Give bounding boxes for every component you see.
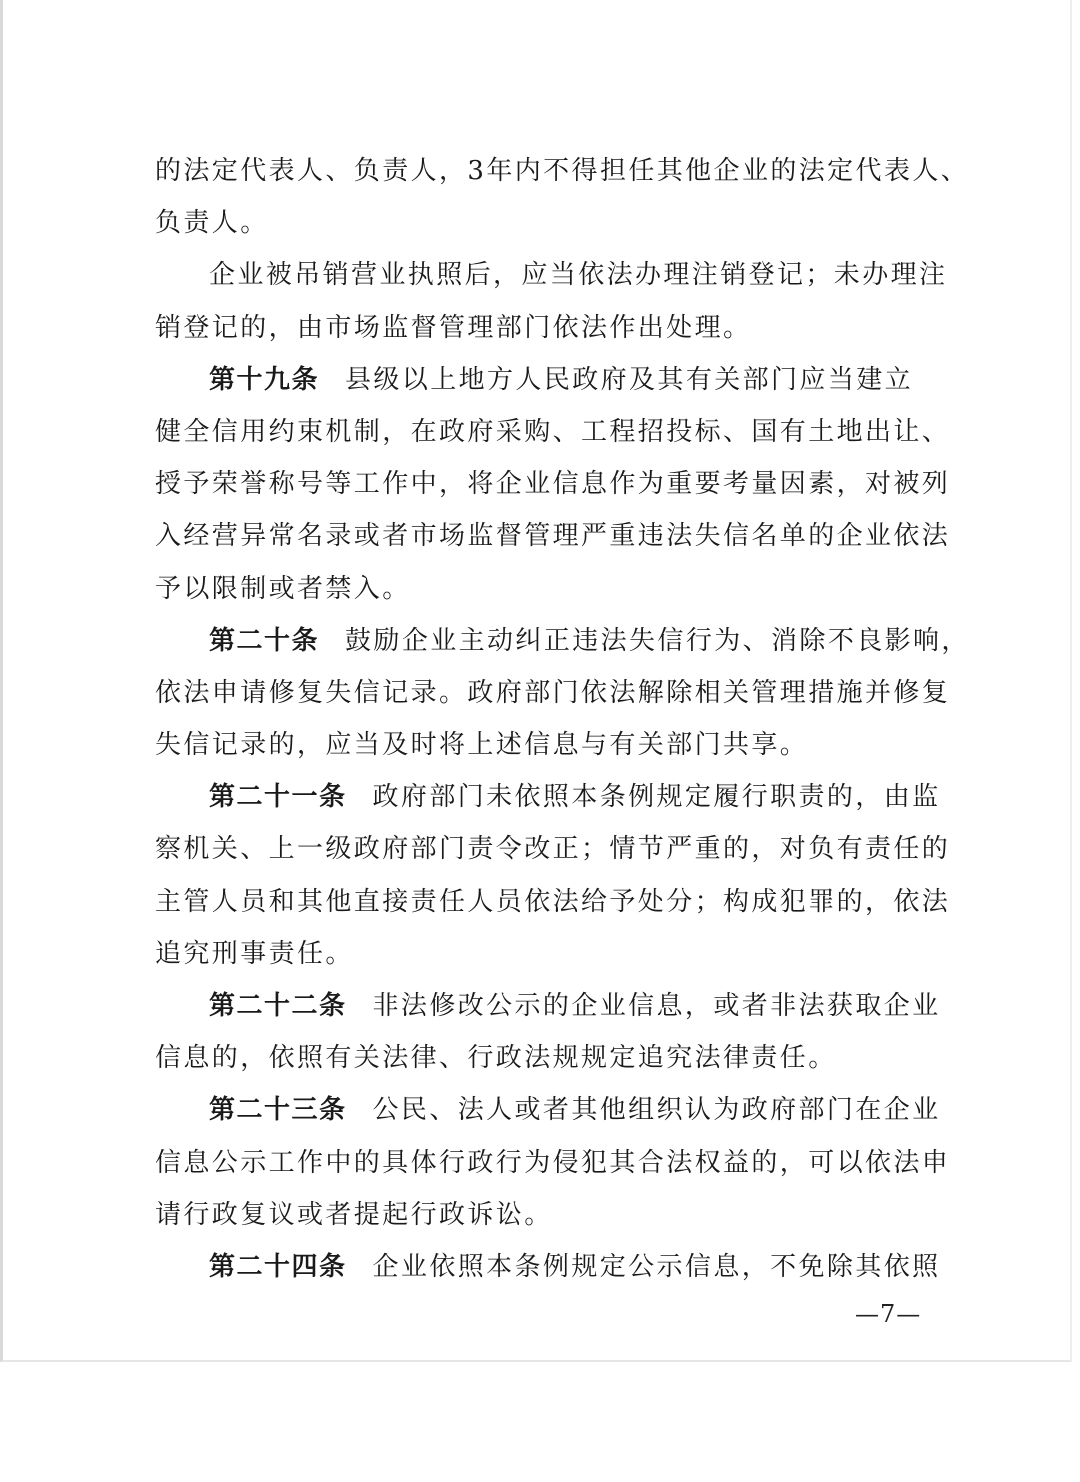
line-text: 负责人。 <box>155 208 269 239</box>
article-line <box>155 354 955 406</box>
article-line <box>155 1084 955 1136</box>
body-text-line <box>155 1032 955 1084</box>
body-text-line <box>155 510 955 562</box>
body-text-line <box>155 458 955 510</box>
page-number: —7— <box>855 1300 922 1328</box>
line-text: 信息的，依照有关法律、行政法规规定追究法律责任。 <box>155 1043 837 1074</box>
line-text: 信息公示工作中的具体行政行为侵犯其合法权益的，可以依法申 <box>155 1147 951 1178</box>
line-text: 失信记录的，应当及时将上述信息与有关部门共享。 <box>155 730 809 761</box>
line-text: 察机关、上一级政府部门责令改正；情节严重的，对负有责任的 <box>155 834 951 865</box>
article-heading: 第十九条 <box>209 364 320 395</box>
line-text: 予以限制或者禁入。 <box>155 573 411 604</box>
line-text: 公民、法人或者其他组织认为政府部门在企业 <box>372 1095 941 1126</box>
line-text: 依法申请修复失信记录。政府部门依法解除相关管理措施并修复 <box>155 677 951 708</box>
article-heading: 第二十四条 <box>209 1251 347 1282</box>
line-text: 政府部门未依照本条例规定履行职责的，由监 <box>372 782 941 813</box>
body-text-line <box>155 406 955 458</box>
article-line <box>155 1241 955 1293</box>
line-text: 非法修改公示的企业信息，或者非法获取企业 <box>372 991 941 1021</box>
article-line <box>155 980 955 1032</box>
article-line <box>155 771 955 823</box>
body-text-line <box>155 928 955 980</box>
body-text-line <box>155 719 955 771</box>
body-text-line <box>155 145 970 197</box>
body-text-line <box>155 302 955 354</box>
line-text: 企业依照本条例规定公示信息，不免除其依照 <box>372 1251 941 1282</box>
body-text-line <box>155 876 955 928</box>
line-text: 的法定代表人、负责人，3年内不得担任其他企业的法定代表人、 <box>155 156 970 186</box>
body-text-line <box>155 1189 955 1241</box>
body-text-line <box>155 197 955 249</box>
article-heading: 第二十二条 <box>209 991 347 1021</box>
body-text-line <box>155 667 955 719</box>
line-text: 企业被吊销营业执照后，应当依法办理注销登记；未办理注 <box>209 260 948 291</box>
line-text: 授予荣誉称号等工作中，将企业信息作为重要考量因素，对被列 <box>155 469 951 500</box>
document-body <box>155 145 970 1293</box>
line-text: 鼓励企业主动纠正违法失信行为、消除不良影响， <box>345 625 970 656</box>
article-heading: 第二十三条 <box>209 1095 347 1126</box>
body-text-line <box>155 563 955 615</box>
line-text: 县级以上地方人民政府及其有关部门应当建立 <box>345 364 914 395</box>
line-text: 入经营异常名录或者市场监督管理严重违法失信名单的企业依法 <box>155 521 951 552</box>
article-heading: 第二十一条 <box>209 782 347 813</box>
line-text: 请行政复议或者提起行政诉讼。 <box>155 1199 553 1230</box>
article-line <box>155 615 970 667</box>
line-text: 销登记的，由市场监督管理部门依法作出处理。 <box>155 312 752 343</box>
body-text-line <box>155 1137 955 1189</box>
line-text: 主管人员和其他直接责任人员依法给予处分；构成犯罪的，依法 <box>155 886 951 917</box>
body-text-line <box>155 823 955 875</box>
line-text: 健全信用约束机制，在政府采购、工程招投标、国有土地出让、 <box>155 416 951 447</box>
blank-area-below-page <box>0 1364 1080 1482</box>
body-text-line <box>155 249 955 301</box>
line-text: 追究刑事责任。 <box>155 938 354 969</box>
article-heading: 第二十条 <box>209 625 320 656</box>
